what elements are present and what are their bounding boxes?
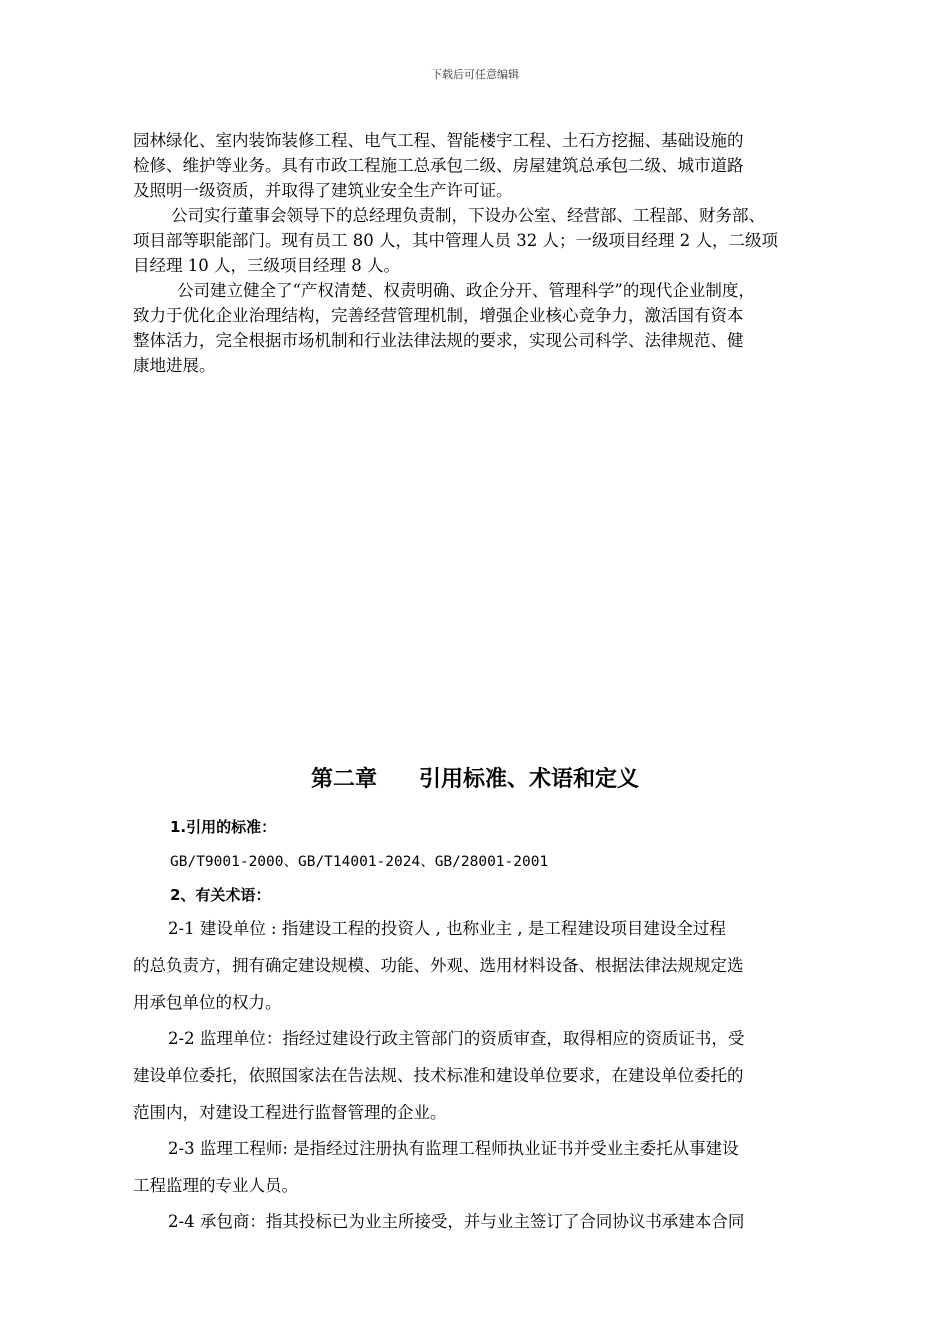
- text-line: 范围内，对建设工程进行监督管理的企业。: [133, 1103, 447, 1122]
- text-line: 2-2 监理单位：指经过建设行政主管部门的资质审查，取得相应的资质证书，受: [168, 1029, 745, 1048]
- text-line: 公司建立健全了“产权清楚、权责明确、政企分开、管理科学”的现代企业制度，: [177, 281, 755, 300]
- text-line: 建设单位委托，依照国家法在告法规、技术标准和建设单位要求，在建设单位委托的: [133, 1066, 744, 1085]
- chapter-name: 引用标准、术语和定义: [419, 767, 640, 792]
- section-heading-standards: 1.引用的标准：: [170, 818, 277, 836]
- term-2-4: [133, 1203, 853, 1240]
- chapter-number: 第二章: [310, 767, 377, 792]
- text-line: 目经理 10 人，三级项目经理 8 人。: [133, 256, 400, 275]
- text-line: 公司实行董事会领导下的总经理负责制，下设办公室、经营部、工程部、财务部、: [171, 206, 765, 225]
- text-line: 检修、维护等业务。具有市政工程施工总承包二级、房屋建筑总承包二级、城市道路: [133, 156, 744, 175]
- chapter-title: [0, 762, 950, 793]
- text-line: 项目部等职能部门。现有员工 80 人，其中管理人员 32 人；一级项目经理 2 人，二级项: [133, 231, 778, 250]
- section-heading-terms: 2、有关术语：: [170, 886, 271, 904]
- text-line: 园林绿化、室内装饰装修工程、电气工程、智能楼宇工程、土石方挖掘、基础设施的: [133, 131, 744, 150]
- text-line: 2-3 监理工程师: 是指经过注册执有监理工程师执业证书并受业主委托从事建设: [168, 1139, 739, 1158]
- term-2-1: [133, 910, 853, 1021]
- text-line: 用承包单位的权力。: [133, 993, 282, 1012]
- text-line: 2-4 承包商：指其投标已为业主所接受，并与业主签订了合同协议书承建本合同: [168, 1212, 745, 1231]
- text-line: 康地进展。: [133, 356, 216, 375]
- standards-list: GB/T9001-2000、GB/T14001-2024、GB/28001-2001: [170, 854, 549, 870]
- text-line: 致力于优化企业治理结构，完善经营管理机制，增强企业核心竞争力，激活国有资本: [133, 306, 744, 325]
- term-2-3: [133, 1130, 853, 1204]
- intro-paragraph-3: [133, 278, 863, 378]
- intro-paragraph-2: [133, 203, 863, 278]
- text-line: 的总负责方，拥有确定建设规模、功能、外观、选用材料设备、根据法律法规规定选: [133, 956, 744, 975]
- text-line: 工程监理的专业人员。: [133, 1176, 298, 1195]
- text-line: 及照明一级资质，并取得了建筑业安全生产许可证。: [133, 181, 513, 200]
- page-header: 下载后可任意编辑: [431, 68, 519, 81]
- intro-paragraph-1: [133, 128, 863, 203]
- text-line: 2-1 建设单位 : 指建设工程的投资人 , 也称业主 , 是工程建设项目建设全过程: [168, 919, 726, 938]
- term-2-2: [133, 1020, 853, 1131]
- text-line: 整体活力，完全根据市场机制和行业法律法规的要求，实现公司科学、法律规范、健: [133, 331, 744, 350]
